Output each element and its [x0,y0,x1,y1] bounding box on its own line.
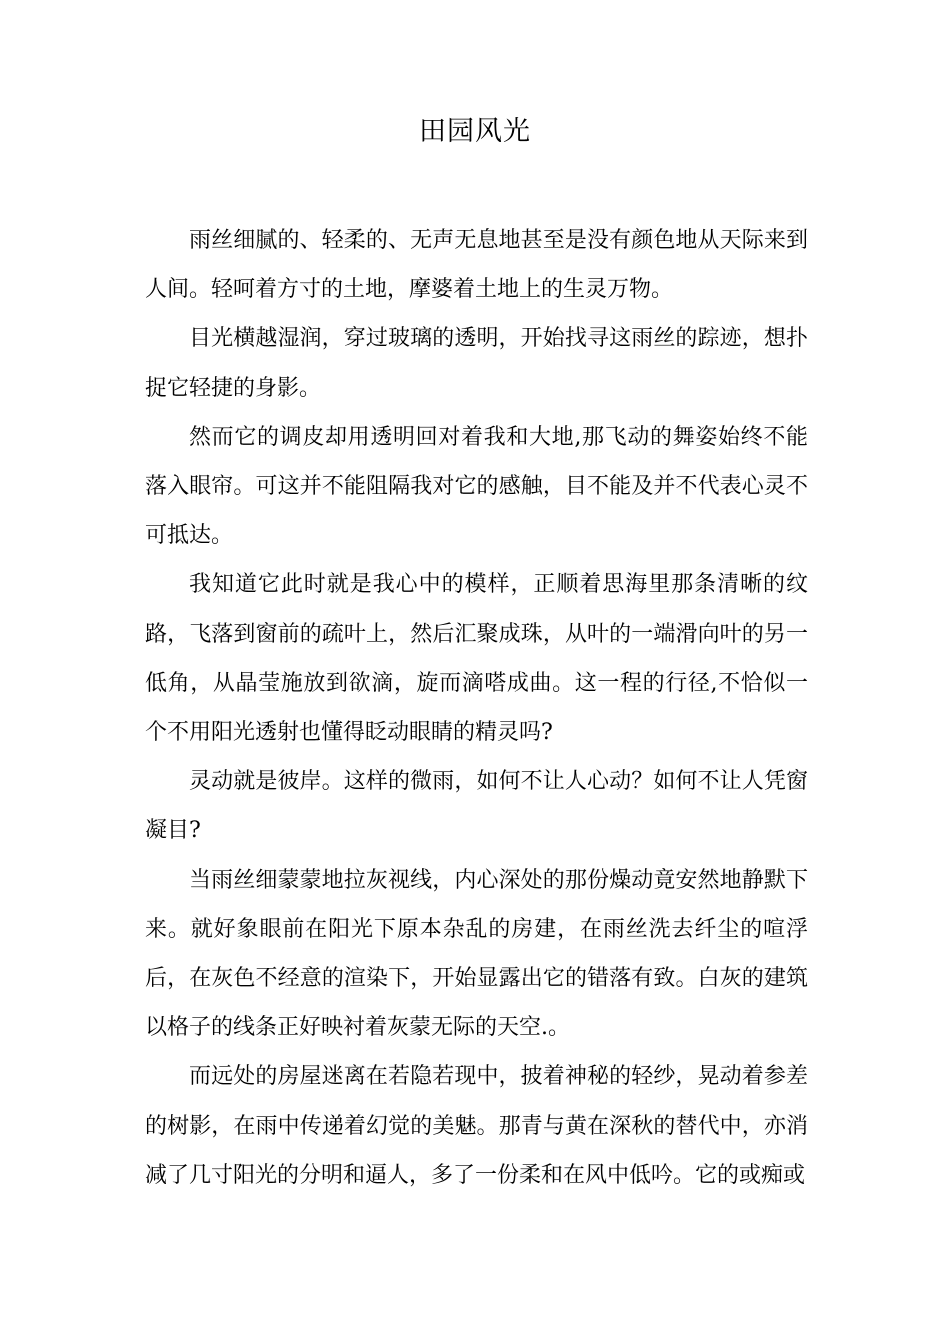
paragraph-7: 而远处的房屋迷离在若隐若现中，披着神秘的轻纱，晃动着参差的树影，在雨中传递着幻觉的美魅。那青与黄在深秋的替代中，亦消减了几寸阳光的分明和逼人，多了一份柔和在风中低吟。它的或痴或 [145,1064,808,1188]
paragraph-1: 雨丝细腻的、轻柔的、无声无息地甚至是没有颜色地从天际来到人间。轻呵着方寸的土地，摩婆着土地上的生灵万物。 [145,228,808,303]
paragraph-2: 目光横越湿润，穿过玻璃的透明，开始找寻这雨丝的踪迹，想扑捉它轻捷的身影。 [145,326,808,401]
paragraph-3: 然而它的调皮却用透明回对着我和大地,那飞动的舞姿始终不能落入眼帘。可这并不能阻隔我对它的感触，目不能及并不代表心灵不可抵达。 [145,424,808,549]
paragraph-4: 我知道它此时就是我心中的模样，正顺着思海里那条清晰的纹路，飞落到窗前的疏叶上，然后汇聚成珠，从叶的一端滑向叶的另一低角，从晶莹施放到欲滴，旋而滴嗒成曲。这一程的行径,不恰似一个不用阳光透射也懂得眨动眼睛的精灵吗? [145,572,808,746]
paragraph-6: 当雨丝细蒙蒙地拉灰视线，内心深处的那份燥动竟安然地静默下来。就好象眼前在阳光下原本杂乱的房建，在雨丝洗去纤尘的喧浮后，在灰色不经意的渲染下，开始显露出它的错落有致。白灰的建筑以格子的线条正好映衬着灰蒙无际的天空.。 [145,867,808,1041]
page-title: 田园风光 [419,116,531,147]
paragraph-5: 灵动就是彼岸。这样的微雨，如何不让人心动？如何不让人凭窗凝目? [145,769,808,844]
article-body [145,216,808,1200]
